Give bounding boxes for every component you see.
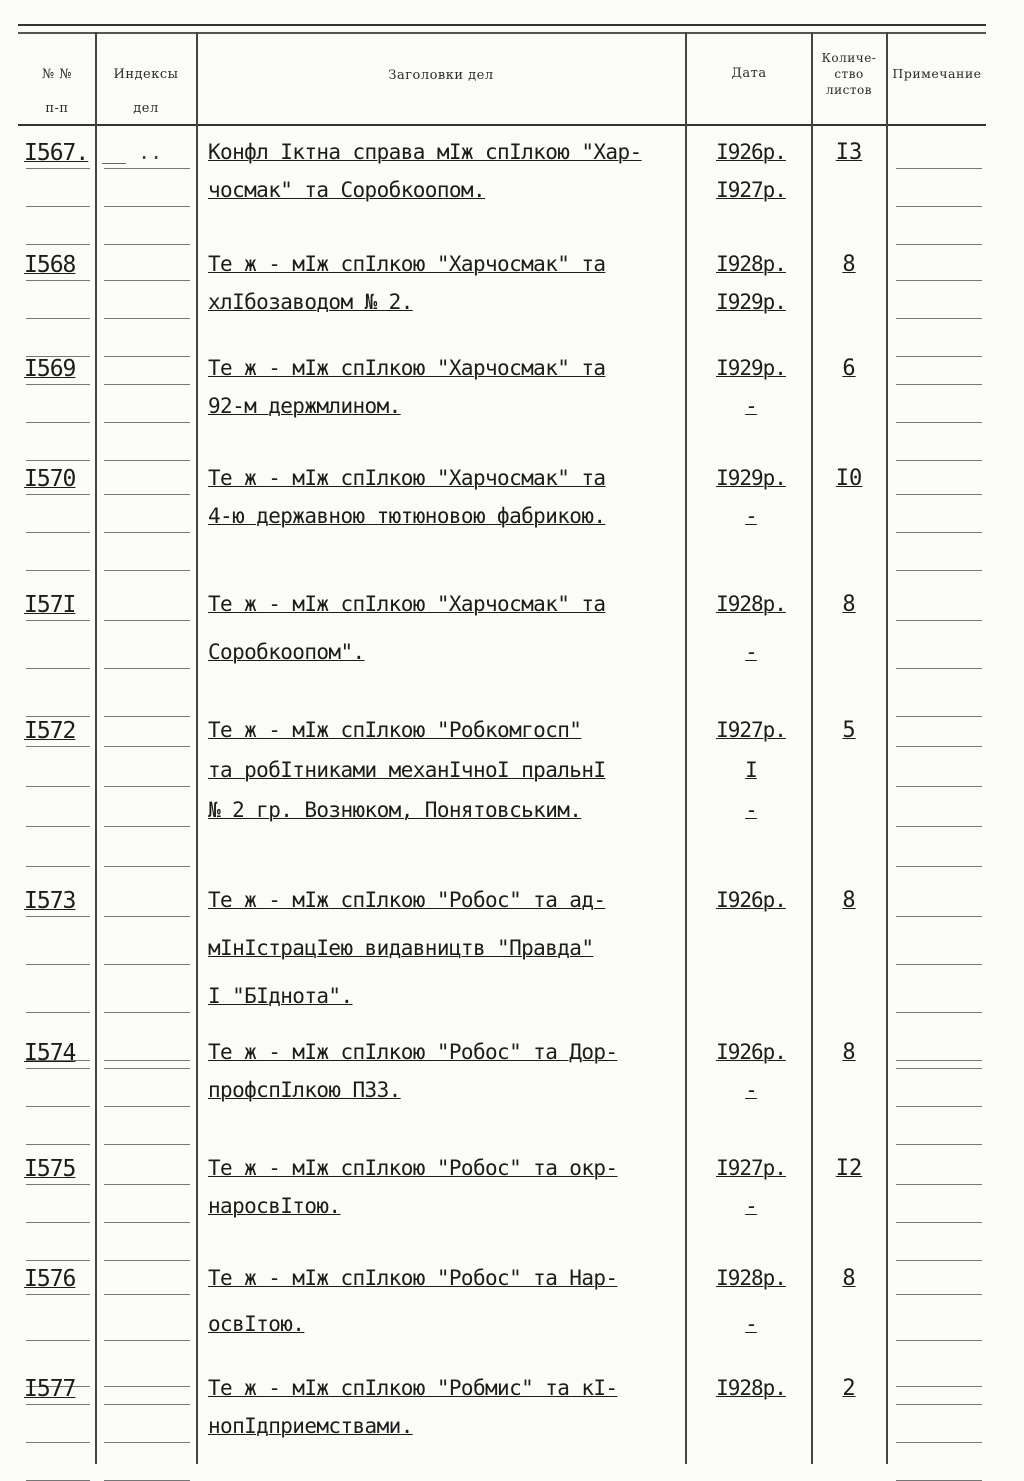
cell-rule <box>896 168 982 169</box>
cell-rule <box>104 826 190 827</box>
cell-rule <box>896 1184 982 1185</box>
cell-rule <box>896 570 982 571</box>
cell-rule <box>26 570 90 571</box>
cell-rule <box>896 916 982 917</box>
cell-rule <box>896 964 982 965</box>
cell-rule <box>896 866 982 867</box>
col-divider-2 <box>196 32 198 1464</box>
row-date: I928р. <box>716 1376 786 1400</box>
cell-rule <box>26 1144 90 1145</box>
row-title-line: 92-м держмлином. <box>208 394 401 418</box>
row-number: I573 <box>24 888 76 914</box>
cell-rule <box>104 866 190 867</box>
cell-rule <box>104 494 190 495</box>
cell-rule <box>896 244 982 245</box>
cell-rule <box>896 532 982 533</box>
row-title-line: Соробкоопом". <box>208 640 365 664</box>
row-date: - <box>745 394 757 418</box>
cell-rule <box>26 318 90 319</box>
cell-rule <box>26 168 90 169</box>
cell-rule <box>26 668 90 669</box>
row-number: I569 <box>24 356 76 382</box>
cell-rule <box>26 964 90 965</box>
cell-rule <box>104 1012 190 1013</box>
row-number: I577 <box>24 1376 76 1402</box>
row-title-line: хлIбозаводом № 2. <box>208 290 413 314</box>
row-title-line: Те ж - мIж спIлкою "Робос" та Нар- <box>208 1266 618 1290</box>
row-number: I567. <box>24 140 89 166</box>
row-title-line: та робIтниками механIчноI пральнI <box>208 758 606 782</box>
row-title-line: освIтою. <box>208 1312 305 1336</box>
row-date: I927р. <box>716 1156 786 1180</box>
row-date: I927р. <box>716 178 786 202</box>
row-sheet-count: 8 <box>842 1040 856 1065</box>
cell-rule <box>104 1184 190 1185</box>
cell-rule <box>896 280 982 281</box>
row-title-line: Конфл Iктна справа мIж спIлкою "Хар- <box>208 140 642 164</box>
cell-rule <box>104 1404 190 1405</box>
cell-rule <box>896 1386 982 1387</box>
cell-rule <box>104 384 190 385</box>
row-date: - <box>745 640 757 664</box>
cell-rule <box>896 1404 982 1405</box>
cell-rule <box>896 1144 982 1145</box>
table-top-border <box>18 24 986 26</box>
cell-rule <box>26 1442 90 1443</box>
cell-rule <box>26 244 90 245</box>
row-title-line: Те ж - мIж спIлкою "Робкомгосп" <box>208 718 582 742</box>
row-sheet-count: 8 <box>842 592 856 617</box>
cell-rule <box>26 746 90 747</box>
col-divider-5 <box>886 32 888 1464</box>
cell-rule <box>26 1012 90 1013</box>
row-sheet-count: 2 <box>842 1376 856 1401</box>
cell-rule <box>896 384 982 385</box>
cell-rule <box>896 460 982 461</box>
cell-rule <box>104 532 190 533</box>
row-title-line: чосмак" та Соробкоопом. <box>208 178 485 202</box>
cell-rule <box>896 786 982 787</box>
row-date: I929р. <box>716 290 786 314</box>
header-count: Количе- ство листов <box>821 51 877 97</box>
cell-rule <box>26 826 90 827</box>
cell-rule <box>896 1294 982 1295</box>
cell-rule <box>104 206 190 207</box>
row-date: I927р. <box>716 718 786 742</box>
row-number: I574 <box>24 1040 76 1066</box>
cell-rule <box>26 786 90 787</box>
row-date: - <box>745 1194 757 1218</box>
cell-rule <box>26 1106 90 1107</box>
row-title-line: Те ж - мIж спIлкою "Харчосмак" та <box>208 252 606 276</box>
row-date: I <box>745 758 757 782</box>
row-date: - <box>745 1312 757 1336</box>
cell-rule <box>896 1340 982 1341</box>
cell-rule <box>26 1260 90 1261</box>
cell-rule <box>104 964 190 965</box>
cell-rule <box>896 716 982 717</box>
row-date: I929р. <box>716 466 786 490</box>
row-title-line: Те ж - мIж спIлкою "Робмис" та кI- <box>208 1376 618 1400</box>
cell-rule <box>104 1294 190 1295</box>
cell-rule <box>104 716 190 717</box>
cell-rule <box>896 1012 982 1013</box>
row-date: I928р. <box>716 1266 786 1290</box>
row-title-line: профспIлкою ПЗЗ. <box>208 1078 401 1102</box>
cell-rule <box>104 1068 190 1069</box>
col-divider-1 <box>95 32 97 1464</box>
table-top-border-inner <box>18 32 986 34</box>
cell-rule <box>896 422 982 423</box>
cell-rule <box>896 206 982 207</box>
cell-rule <box>26 866 90 867</box>
cell-rule <box>26 916 90 917</box>
row-title-line: Те ж - мIж спIлкою "Робос" та ад- <box>208 888 606 912</box>
row-date: I926р. <box>716 140 786 164</box>
cell-rule <box>104 1060 190 1061</box>
row-date: - <box>745 504 757 528</box>
cell-rule <box>896 1106 982 1107</box>
cell-rule <box>104 746 190 747</box>
header-note: Примечание <box>892 66 982 81</box>
row-number: I575 <box>24 1156 76 1182</box>
cell-rule <box>104 668 190 669</box>
cell-rule <box>104 916 190 917</box>
cell-rule <box>104 168 190 169</box>
cell-rule <box>104 570 190 571</box>
row-title-line: 4-ю державною тютюновою фабрикою. <box>208 504 606 528</box>
cell-rule <box>896 356 982 357</box>
row-sheet-count: 6 <box>842 356 856 381</box>
cell-rule <box>104 1442 190 1443</box>
row-sheet-count: 5 <box>842 718 856 743</box>
col-divider-3 <box>685 32 687 1464</box>
cell-rule <box>896 494 982 495</box>
row-title-line: Те ж - мIж спIлкою "Харчосмак" та <box>208 356 606 380</box>
row-title-line: № 2 гр. Вознюком, Понятовським. <box>208 798 582 822</box>
row-title-line: Те ж - мIж спIлкою "Харчосмак" та <box>208 592 606 616</box>
cell-rule <box>104 1222 190 1223</box>
header-date: Дата <box>731 66 767 81</box>
row-title-line: Те ж - мIж спIлкою "Робос" та окр- <box>208 1156 618 1180</box>
row-date: I928р. <box>716 592 786 616</box>
cell-rule <box>104 244 190 245</box>
cell-rule <box>104 786 190 787</box>
cell-rule <box>896 826 982 827</box>
cell-rule <box>896 1068 982 1069</box>
cell-rule <box>896 1060 982 1061</box>
cell-rule <box>26 1068 90 1069</box>
row-title-line: Те ж - мIж спIлкою "Харчосмак" та <box>208 466 606 490</box>
cell-rule <box>104 422 190 423</box>
header-title: Заголовки дел <box>388 68 494 83</box>
row-title-line: Те ж - мIж спIлкою "Робос" та Дор- <box>208 1040 618 1064</box>
col-divider-4 <box>811 32 813 1464</box>
header-number: № № п-п <box>41 67 73 116</box>
cell-rule <box>26 716 90 717</box>
row-number: I570 <box>24 466 76 492</box>
cell-rule <box>26 206 90 207</box>
cell-rule <box>896 620 982 621</box>
row-index: __ .. <box>102 140 163 164</box>
cell-rule <box>896 1222 982 1223</box>
row-title-line: I "БIднота". <box>208 984 353 1008</box>
row-title-line: мIнIстрацIею видавництв "Правда" <box>208 936 594 960</box>
cell-rule <box>26 280 90 281</box>
cell-rule <box>26 1222 90 1223</box>
row-date: I929р. <box>716 356 786 380</box>
cell-rule <box>896 1442 982 1443</box>
row-date: - <box>745 798 757 822</box>
cell-rule <box>26 620 90 621</box>
cell-rule <box>104 1106 190 1107</box>
row-sheet-count: I0 <box>835 466 863 491</box>
cell-rule <box>26 1294 90 1295</box>
cell-rule <box>104 1386 190 1387</box>
row-title-line: нопIдприемствами. <box>208 1414 413 1438</box>
row-title-line: наросвIтою. <box>208 1194 341 1218</box>
cell-rule <box>104 356 190 357</box>
row-sheet-count: 8 <box>842 1266 856 1291</box>
row-date: I926р. <box>716 888 786 912</box>
cell-rule <box>104 1144 190 1145</box>
cell-rule <box>896 746 982 747</box>
cell-rule <box>104 460 190 461</box>
cell-rule <box>104 1260 190 1261</box>
row-sheet-count: 8 <box>842 888 856 913</box>
cell-rule <box>104 318 190 319</box>
cell-rule <box>26 1340 90 1341</box>
cell-rule <box>896 668 982 669</box>
cell-rule <box>104 280 190 281</box>
row-number: I572 <box>24 718 76 744</box>
row-number: I57I <box>24 592 76 618</box>
cell-rule <box>26 494 90 495</box>
cell-rule <box>896 318 982 319</box>
cell-rule <box>104 620 190 621</box>
cell-rule <box>26 1404 90 1405</box>
row-sheet-count: I3 <box>835 140 863 165</box>
row-sheet-count: 8 <box>842 252 856 277</box>
cell-rule <box>26 460 90 461</box>
header-index: Индексы дел <box>113 67 179 116</box>
cell-rule <box>104 1340 190 1341</box>
cell-rule <box>26 532 90 533</box>
row-date: I926р. <box>716 1040 786 1064</box>
row-date: I928р. <box>716 252 786 276</box>
cell-rule <box>26 384 90 385</box>
row-date: - <box>745 1078 757 1102</box>
row-sheet-count: I2 <box>835 1156 863 1181</box>
row-number: I576 <box>24 1266 76 1292</box>
cell-rule <box>26 422 90 423</box>
cell-rule <box>26 1184 90 1185</box>
cell-rule <box>896 1260 982 1261</box>
row-number: I568 <box>24 252 76 278</box>
